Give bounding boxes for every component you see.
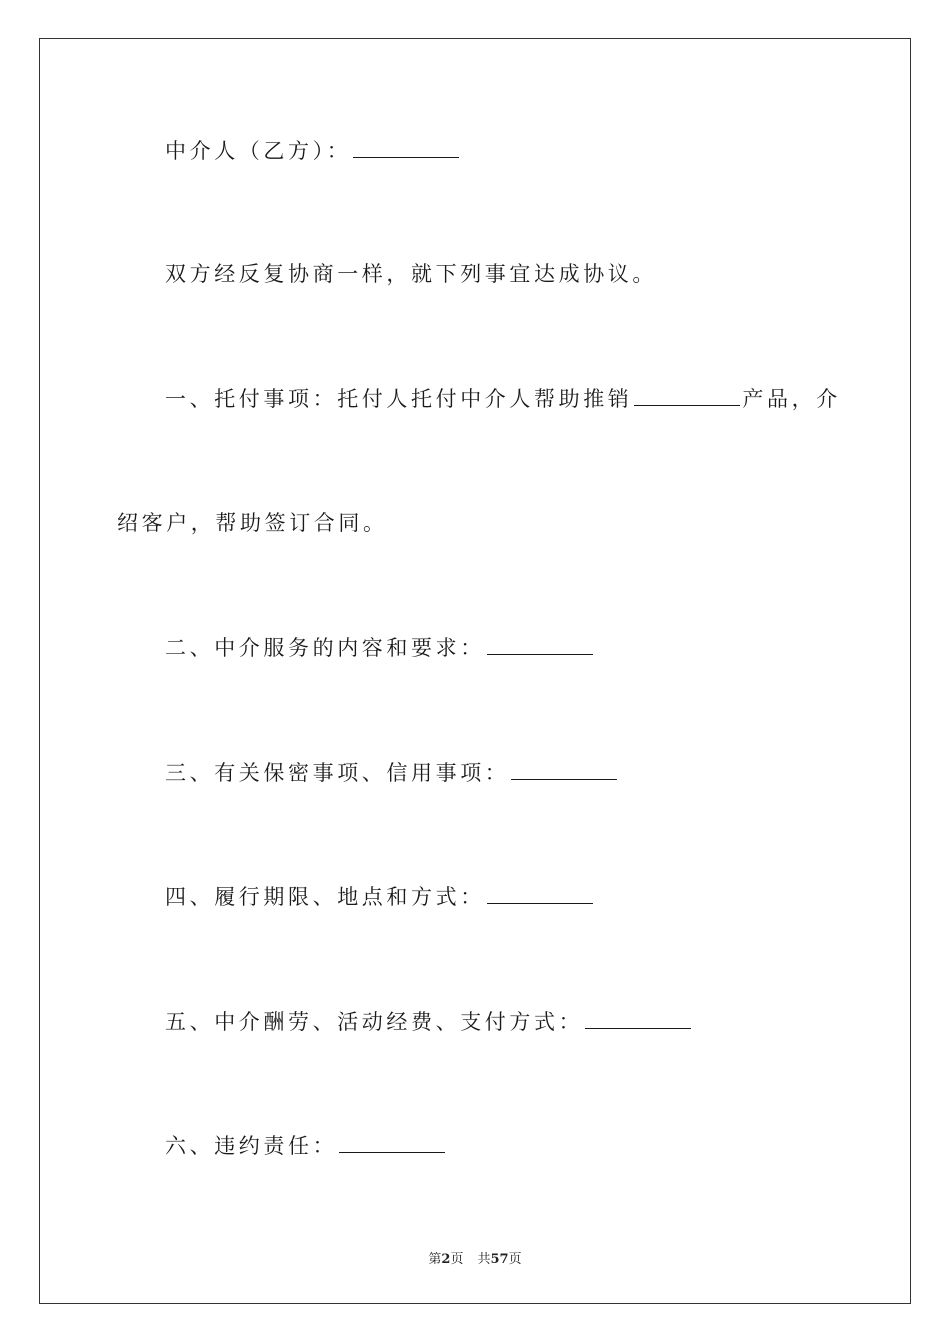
item2-blank	[487, 634, 593, 655]
item4-blank	[487, 883, 593, 904]
item4-line	[165, 883, 595, 911]
intro-text: 双方经反复协商一样，就下列事宜达成协议。	[165, 262, 657, 286]
page-number: 2	[441, 1252, 451, 1267]
item2-text: 二、中介服务的内容和要求：	[165, 636, 485, 660]
page-footer	[0, 1248, 950, 1267]
item5-text: 五、中介酬劳、活动经费、支付方式：	[165, 1010, 584, 1034]
item1-continuation-line	[117, 509, 388, 537]
intro-line	[165, 260, 657, 288]
page-border	[39, 38, 911, 1304]
item3-blank	[511, 759, 617, 780]
item2-line	[165, 634, 595, 662]
total-prefix: 共	[477, 1252, 491, 1267]
party-b-line	[165, 137, 461, 165]
item5-blank	[585, 1008, 691, 1029]
page-prefix: 第	[428, 1252, 442, 1267]
item3-text: 三、有关保密事项、信用事项：	[165, 761, 510, 785]
party-b-blank	[353, 137, 459, 158]
party-b-label: 中介人（乙方）：	[165, 139, 352, 163]
item6-text: 六、违约责任：	[165, 1134, 338, 1158]
item1-text-a: 一、托付事项：托付人托付中介人帮助推销	[165, 387, 633, 411]
item3-line	[165, 759, 619, 787]
page-suffix: 页	[450, 1252, 464, 1267]
item6-blank	[339, 1132, 445, 1153]
item4-text: 四、履行期限、地点和方式：	[165, 885, 485, 909]
item1-blank	[634, 385, 740, 406]
total-pages: 57	[490, 1252, 509, 1267]
item1-line	[165, 385, 841, 413]
item1-text-b: 产品，介	[742, 387, 841, 411]
item1-continuation-text: 绍客户，帮助签订合同。	[117, 511, 388, 535]
total-suffix: 页	[508, 1252, 522, 1267]
item6-line	[165, 1132, 447, 1160]
item5-line	[165, 1008, 693, 1036]
